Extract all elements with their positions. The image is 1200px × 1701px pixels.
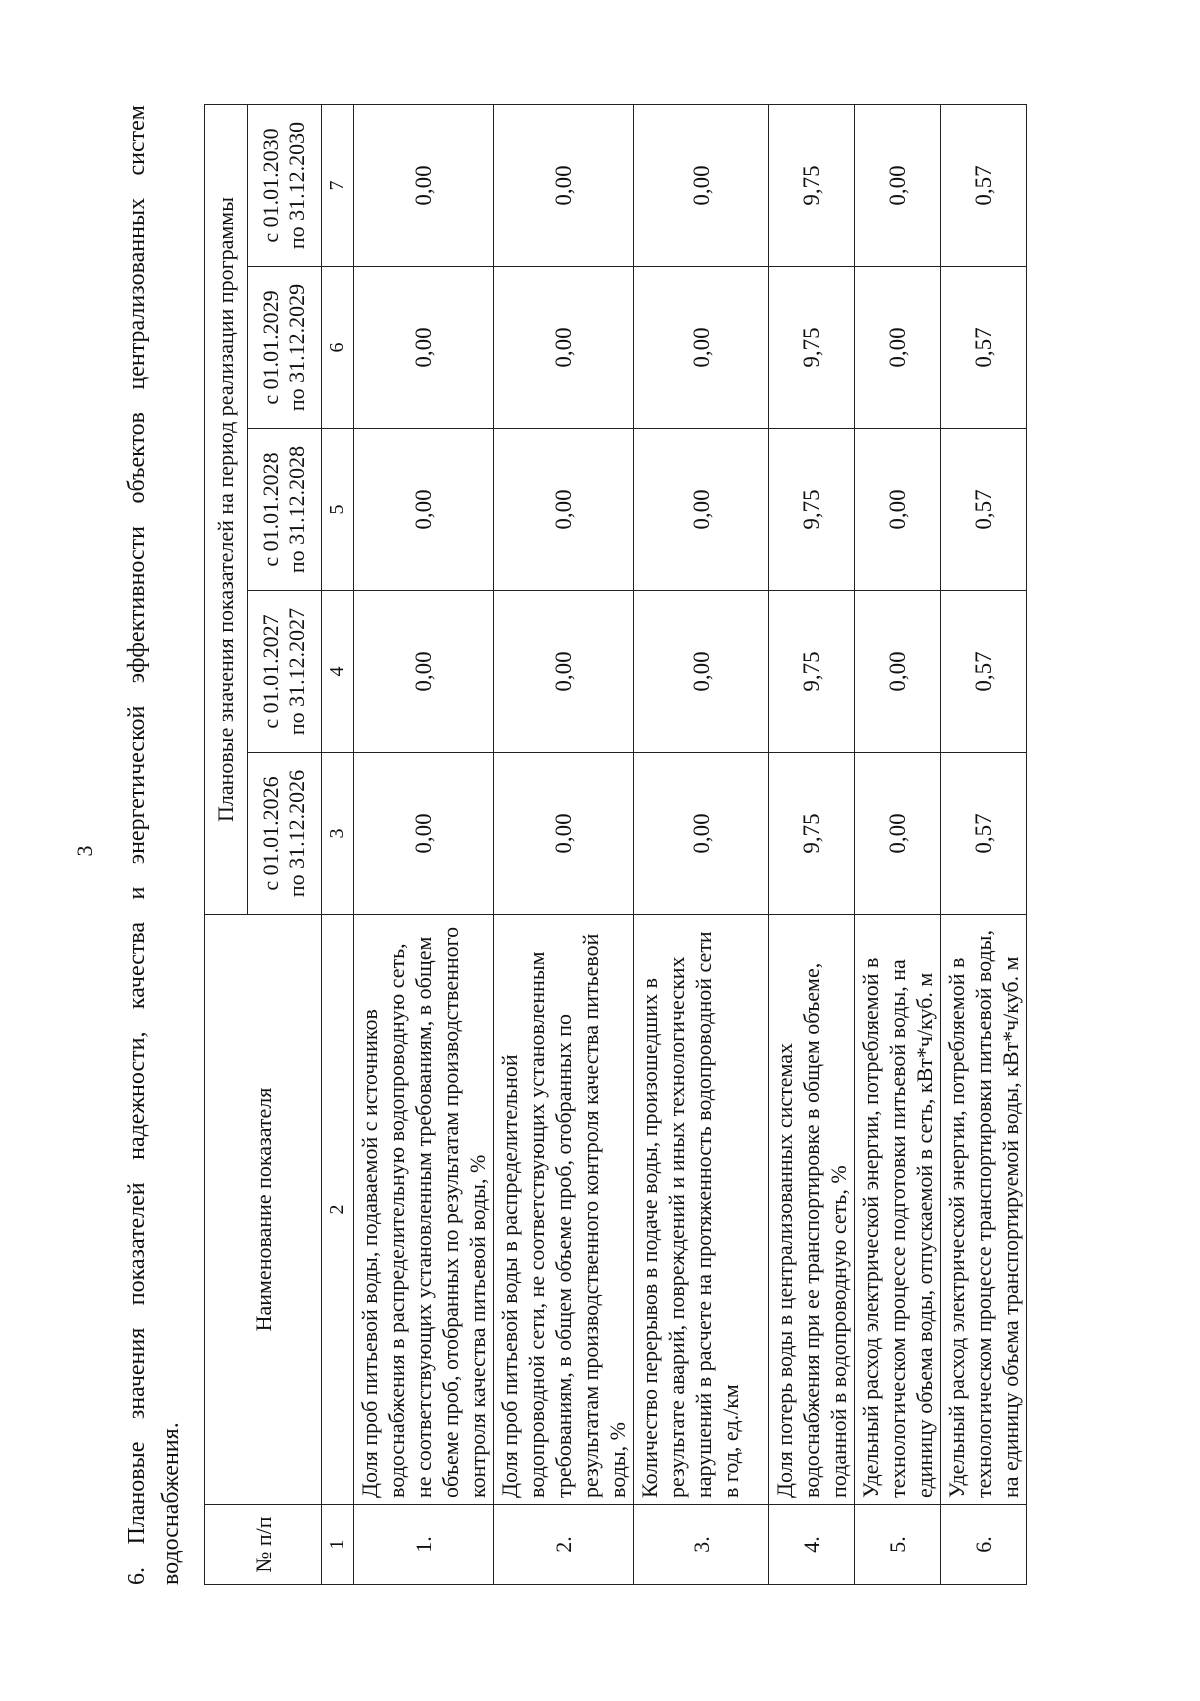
value-2029: 9,75	[769, 267, 855, 429]
header-period-2030	[247, 104, 321, 266]
row-number: 3.	[634, 1505, 769, 1585]
column-number: 3	[322, 753, 354, 915]
indicator-name: Доля проб питьевой воды, подаваемой с источников водоснабжения в распределительную водопроводную сеть, не соответствующих установленным требованиям, в общем объеме проб, отобранных по результатам производственного контроля качества питьевой воды, %	[354, 915, 494, 1505]
table-row	[855, 104, 941, 1584]
value-2028: 9,75	[769, 429, 855, 591]
rotated-page-content	[120, 105, 1070, 1585]
header-period-2029	[247, 267, 321, 429]
table-row	[354, 104, 494, 1584]
period-to: по 31.12.2029	[284, 283, 310, 412]
row-number: 5.	[855, 1505, 941, 1585]
column-number: 4	[322, 591, 354, 753]
column-number: 2	[322, 915, 354, 1505]
value-2027: 0,00	[494, 591, 634, 753]
value-2027: 0,00	[855, 591, 941, 753]
value-2030: 0,00	[634, 104, 769, 266]
table-row	[494, 104, 634, 1584]
section-heading: 6. Плановые значения показателей надежности, качества и энергетической эффективности объектов централизованных систем	[124, 105, 150, 1585]
value-2029: 0,00	[494, 267, 634, 429]
period-from: с 01.01.2028	[258, 452, 284, 567]
row-number: 4.	[769, 1505, 855, 1585]
period-from: с 01.01.2030	[258, 128, 284, 243]
value-2026: 0,00	[634, 753, 769, 915]
period-from: с 01.01.2029	[258, 290, 284, 405]
value-2026: 9,75	[769, 753, 855, 915]
row-number: 2.	[494, 1505, 634, 1585]
value-2027: 9,75	[769, 591, 855, 753]
column-number: 7	[322, 104, 354, 266]
period-from: с 01.01.2026	[258, 776, 284, 891]
value-2029: 0,00	[354, 267, 494, 429]
value-2029: 0,00	[634, 267, 769, 429]
header-period-2028	[247, 429, 321, 591]
period-to: по 31.12.2027	[284, 607, 310, 736]
table-row	[941, 104, 1027, 1584]
header-number: № п/п	[205, 1505, 322, 1585]
value-2026: 0,00	[855, 753, 941, 915]
value-2027: 0,00	[354, 591, 494, 753]
value-2026: 0,00	[354, 753, 494, 915]
value-2030: 0,00	[855, 104, 941, 266]
header-planned-values: Плановые значения показателей на период реализации программы	[205, 104, 248, 914]
section-heading-continued: водоснабжения.	[158, 1422, 184, 1585]
indicator-name: Удельный расход электрической энергии, потребляемой в технологическом процессе подготовки питьевой воды, на единицу объема воды, отпускаемой в сеть, кВт*ч/куб. м	[855, 915, 941, 1505]
value-2028: 0,00	[494, 429, 634, 591]
value-2028: 0,57	[941, 429, 1027, 591]
table-row	[769, 104, 855, 1584]
column-numbers-row	[322, 104, 354, 1584]
value-2028: 0,00	[855, 429, 941, 591]
column-number: 5	[322, 429, 354, 591]
column-number: 1	[322, 1505, 354, 1585]
table-row	[634, 104, 769, 1584]
indicator-name: Доля потерь воды в централизованных системах водоснабжения при ее транспортировке в общем объеме, поданной в водопроводную сеть, %	[769, 915, 855, 1505]
value-2028: 0,00	[354, 429, 494, 591]
header-period-2027	[247, 591, 321, 753]
row-number: 1.	[354, 1505, 494, 1585]
period-to: по 31.12.2028	[284, 445, 310, 574]
indicator-name: Удельный расход электрической энергии, потребляемой в технологическом процессе транспортировки питьевой воды, на единицу объема транспортируемой воды, кВт*ч/куб. м	[941, 915, 1027, 1505]
value-2030: 0,00	[354, 104, 494, 266]
indicators-table	[204, 104, 1027, 1585]
value-2028: 0,00	[634, 429, 769, 591]
indicator-name: Доля проб питьевой воды в распределительной водопроводной сети, не соответствующих установленным требованиям, в общем объеме проб, отобранных по результатам производственного контроля качества питьевой воды, %	[494, 915, 634, 1505]
indicator-name: Количество перерывов в подаче воды, произошедших в результате аварий, повреждений и иных технологических нарушений в расчете на протяженность водопроводной сети в год, ед./км	[634, 915, 769, 1505]
value-2030: 0,57	[941, 104, 1027, 266]
value-2027: 0,57	[941, 591, 1027, 753]
period-to: по 31.12.2026	[284, 769, 310, 898]
value-2030: 9,75	[769, 104, 855, 266]
value-2027: 0,00	[634, 591, 769, 753]
column-number: 6	[322, 267, 354, 429]
period-from: с 01.01.2027	[258, 614, 284, 729]
value-2029: 0,00	[855, 267, 941, 429]
value-2030: 0,00	[494, 104, 634, 266]
value-2026: 0,57	[941, 753, 1027, 915]
header-indicator-name: Наименование показателя	[205, 915, 322, 1505]
header-period-2026	[247, 753, 321, 915]
value-2026: 0,00	[494, 753, 634, 915]
period-to: по 31.12.2030	[284, 121, 310, 250]
page-number: 3	[72, 845, 97, 857]
value-2029: 0,57	[941, 267, 1027, 429]
row-number: 6.	[941, 1505, 1027, 1585]
